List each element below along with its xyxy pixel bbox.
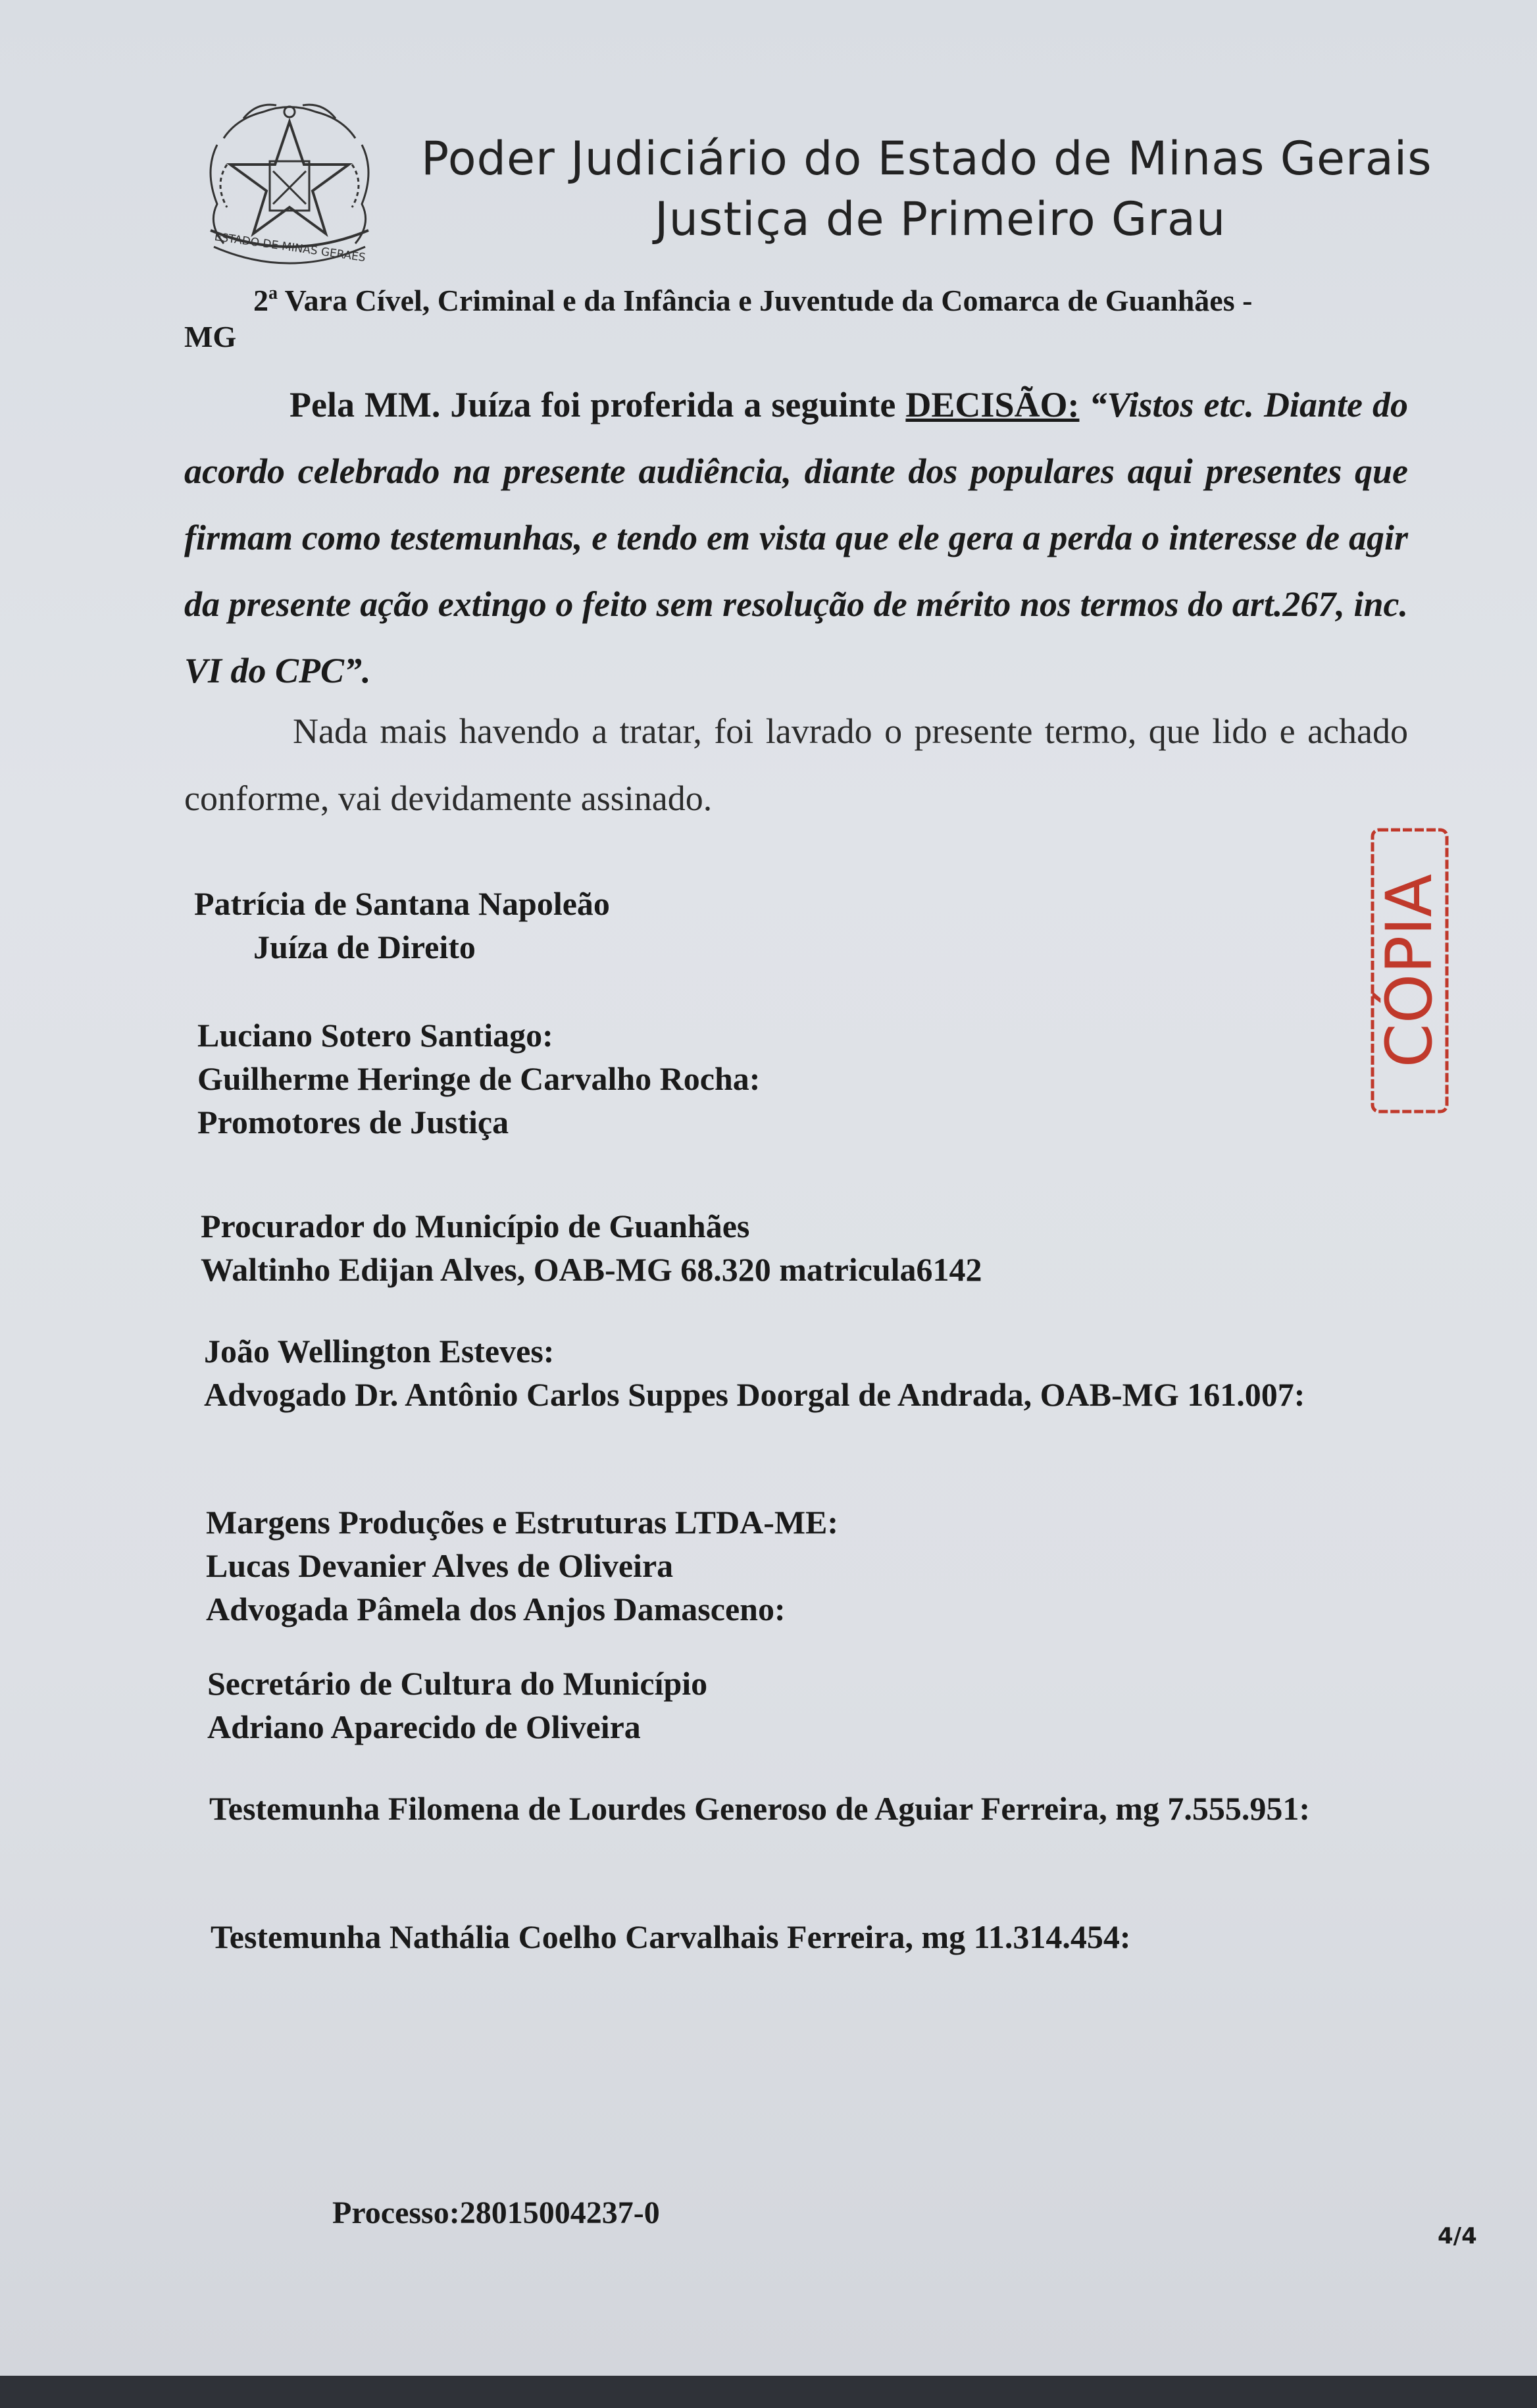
signature-margens (206, 1500, 838, 1631)
judge-name: Patrícia de Santana Napoleão (194, 885, 610, 922)
decision-intro: Pela MM. Juíza foi proferida a seguinte (290, 385, 906, 424)
signature-prosecutors (197, 1013, 760, 1144)
coat-of-arms-seal (178, 92, 401, 283)
page-number: 4/4 (1438, 2223, 1477, 2249)
witness-1: Testemunha Filomena de Lourdes Generoso de Aguiar Ferreira, mg 7.555.951: (209, 1790, 1311, 1827)
copy-stamp (1369, 826, 1451, 1115)
secretary-title: Secretário de Cultura do Município (207, 1665, 708, 1702)
judge-title: Juíza de Direito (253, 929, 476, 965)
procurator-name: Waltinho Edijan Alves, OAB-MG 68.320 matricula6142 (201, 1251, 982, 1288)
seal-text: ESTADO DE MINAS GERAES (213, 230, 366, 265)
joao-name: João Wellington Esteves: (204, 1333, 555, 1370)
header-court-name: Poder Judiciário do Estado de Minas Gerais (421, 132, 1432, 186)
court-title-line1: 2$^a$ Vara Cível, Criminal e da Infância e Juventude da Comarca de Guanhães - (253, 283, 1253, 317)
decision-quote: “Vistos etc. Diante do acordo celebrado na presente audiência, diante dos populares aqui presentes que firmam como testemunhas, e tendo em vista que ele gera a perda o interesse de agir da presente ação extingo o feito sem resolução de mérito nos termos do art.267, inc. VI do CPC”. (184, 385, 1409, 690)
margens-company: Margens Produções e Estruturas LTDA-ME: (206, 1504, 839, 1541)
margens-lawyer: Advogada Pâmela dos Anjos Damasceno: (206, 1591, 786, 1627)
process-number: Processo:28015004237-0 (332, 2195, 660, 2230)
joao-lawyer: Advogado Dr. Antônio Carlos Suppes Doorgal de Andrada, OAB-MG 161.007: (204, 1376, 1305, 1413)
witness-2: Testemunha Nathália Coelho Carvalhais Ferreira, mg 11.314.454: (211, 1918, 1131, 1955)
procurator-title: Procurador do Município de Guanhães (201, 1208, 750, 1244)
signature-witness-1 (209, 1787, 1413, 1830)
signature-witness-2 (211, 1915, 1131, 1959)
court-title-line2: MG (184, 320, 237, 353)
stamp-text: CÓPIA (1373, 873, 1446, 1068)
decision-label: DECISÃO: (905, 385, 1080, 424)
signature-procurator (201, 1204, 982, 1291)
signature-secretary (207, 1662, 707, 1749)
prosecutor-2: Guilherme Heringe de Carvalho Rocha: (197, 1060, 761, 1097)
prosecutors-title: Promotores de Justiça (197, 1104, 509, 1140)
signature-judge (194, 882, 610, 969)
closing-paragraph: Nada mais havendo a tratar, foi lavrado o presente termo, que lido e achado conforme, vai devidamente assinado. (184, 711, 1408, 818)
header-instance: Justiça de Primeiro Grau (655, 192, 1226, 246)
decision-paragraph (184, 372, 1408, 704)
secretary-name: Adriano Aparecido de Oliveira (207, 1708, 641, 1745)
signature-joao (204, 1329, 1408, 1416)
prosecutor-1: Luciano Sotero Santiago: (197, 1017, 553, 1054)
background-surface (0, 2376, 1537, 2408)
margens-representative: Lucas Devanier Alves de Oliveira (206, 1547, 674, 1584)
